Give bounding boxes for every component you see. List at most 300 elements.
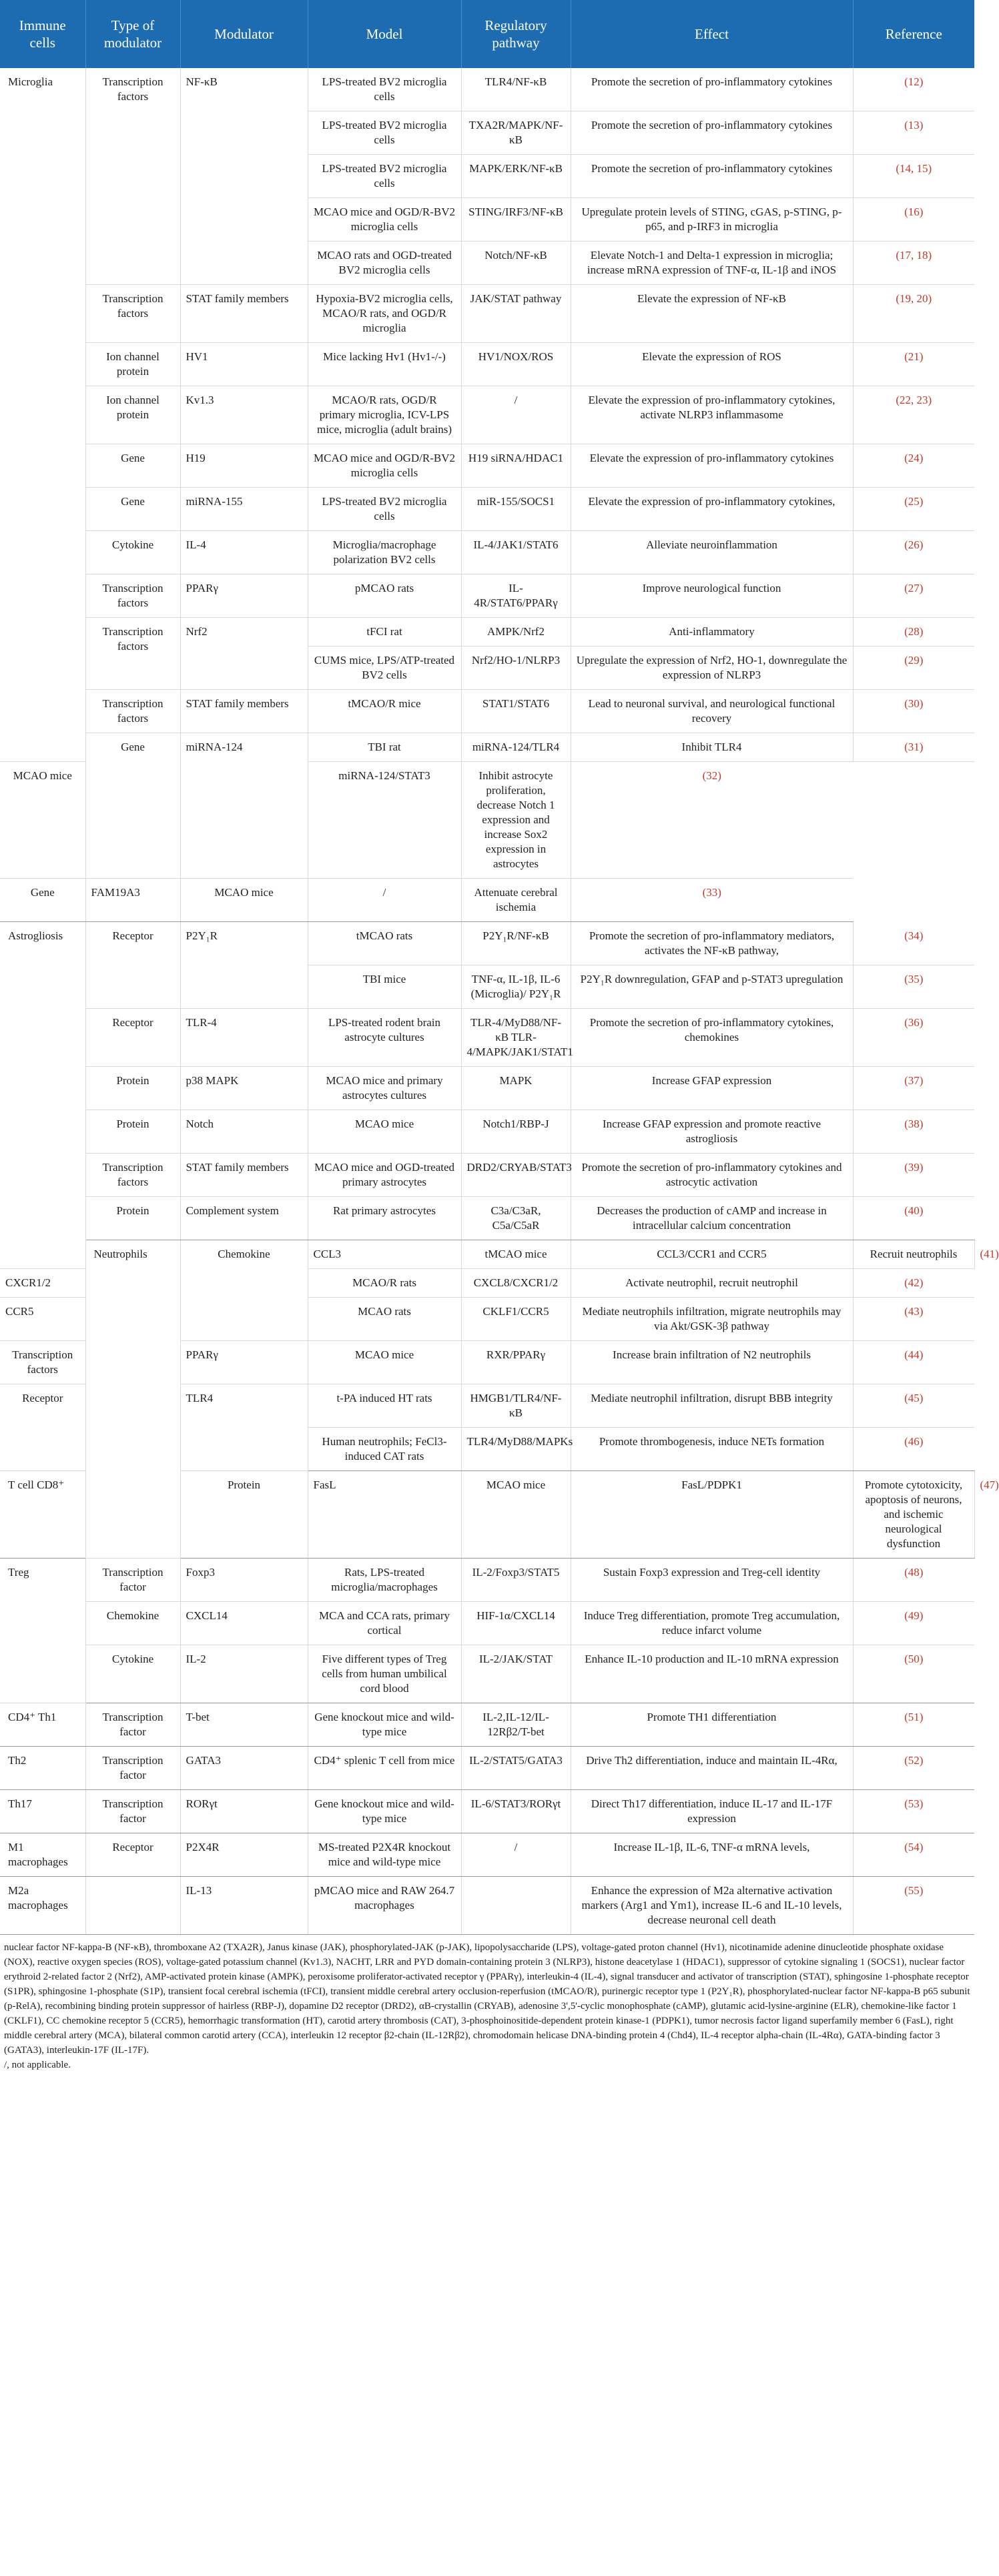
reference-link[interactable]: (53) bbox=[904, 1797, 924, 1810]
cell-regulatory-pathway bbox=[461, 733, 571, 762]
cell-regulatory-pathway bbox=[461, 1645, 571, 1703]
reference-link[interactable]: (46) bbox=[904, 1435, 924, 1448]
cell-effect bbox=[571, 1602, 853, 1645]
cell-modulator bbox=[180, 1645, 308, 1703]
cell-text: HIF-1α/CXCL14 bbox=[476, 1609, 555, 1622]
cell-text: Upregulate the expression of Nrf2, HO-1, downregulate the expression of NLRP3 bbox=[576, 654, 848, 681]
cell-reference bbox=[853, 68, 974, 111]
cell-text: HV1 bbox=[186, 350, 208, 363]
cell-immune-cells bbox=[0, 1790, 85, 1833]
cell-effect bbox=[571, 155, 853, 198]
cell-modulator bbox=[180, 1341, 308, 1384]
cell-model bbox=[308, 1703, 461, 1747]
cell-immune-cells bbox=[0, 922, 85, 1269]
table-body bbox=[0, 68, 999, 1935]
cell-text: miRNA-124/STAT3 bbox=[338, 769, 430, 782]
cell-effect bbox=[571, 1877, 853, 1935]
cell-modulator bbox=[180, 1197, 308, 1240]
cell-regulatory-pathway bbox=[461, 1384, 571, 1428]
cell-text: TNF-α, IL-1β, IL-6 (Microglia)/ P2Y₁R bbox=[470, 973, 561, 1000]
cell-immune-cells bbox=[85, 1240, 180, 1559]
cell-text: RXR/PPARγ bbox=[486, 1348, 546, 1361]
cell-reference bbox=[853, 1009, 974, 1067]
cell-modulator-type bbox=[85, 1645, 180, 1703]
cell-modulator bbox=[180, 1009, 308, 1067]
cell-text: NF-κB bbox=[186, 75, 218, 88]
cell-text: MCAO/R rats bbox=[352, 1276, 416, 1289]
cell-text: MAPK bbox=[499, 1074, 533, 1087]
cell-reference bbox=[853, 386, 974, 444]
table-row bbox=[0, 690, 974, 733]
cell-text: Treg bbox=[8, 1566, 29, 1579]
reference-link[interactable]: (34) bbox=[904, 929, 924, 942]
cell-text: PPARγ bbox=[186, 1348, 218, 1361]
cell-regulatory-pathway bbox=[461, 111, 571, 155]
cell-modulator-type bbox=[0, 1384, 85, 1471]
cell-modulator bbox=[85, 879, 180, 922]
table-row bbox=[0, 488, 974, 531]
cell-text: Promote the secretion of pro-inflammatory cytokines bbox=[591, 162, 833, 175]
cell-regulatory-pathway bbox=[461, 690, 571, 733]
cell-text: Upregulate protein levels of STING, cGAS, p-STING, p-p65, and p-IRF3 in microglia bbox=[581, 205, 842, 233]
table-row bbox=[0, 386, 974, 444]
cell-modulator-type bbox=[0, 879, 85, 922]
table-row bbox=[0, 1559, 974, 1602]
reference-link[interactable]: (19, 20) bbox=[896, 292, 932, 305]
cell-text: Mediate neutrophil infiltration, disrupt BBB integrity bbox=[591, 1392, 833, 1404]
cell-model bbox=[308, 618, 461, 647]
cell-model bbox=[308, 242, 461, 285]
reference-link[interactable]: (35) bbox=[904, 973, 924, 985]
cell-text: Gene bbox=[121, 495, 145, 508]
reference-link[interactable]: (50) bbox=[904, 1653, 924, 1665]
cell-reference bbox=[853, 690, 974, 733]
reference-link[interactable]: (49) bbox=[904, 1609, 924, 1622]
cell-text: Promote the secretion of pro-inflammatory cytokines bbox=[591, 75, 833, 88]
cell-model bbox=[461, 1240, 571, 1269]
cell-model bbox=[308, 1269, 461, 1298]
cell-text: Activate neutrophil, recruit neutrophil bbox=[625, 1276, 798, 1289]
cell-text: Gene knockout mice and wild-type mice bbox=[314, 1797, 454, 1825]
cell-reference bbox=[853, 647, 974, 690]
reference-link[interactable]: (38) bbox=[904, 1118, 924, 1130]
cell-regulatory-pathway bbox=[461, 1298, 571, 1341]
reference-link[interactable]: (22, 23) bbox=[896, 394, 932, 406]
cell-effect bbox=[571, 386, 853, 444]
cell-text: Mediate neutrophils infiltration, migrate neutrophils may via Akt/GSK-3β pathway bbox=[582, 1305, 842, 1332]
cell-modulator-type bbox=[85, 574, 180, 618]
reference-link[interactable]: (40) bbox=[904, 1204, 924, 1217]
cell-text: IL-4 bbox=[186, 538, 206, 551]
cell-text: M1 macrophages bbox=[8, 1841, 68, 1868]
cell-model bbox=[308, 1341, 461, 1384]
cell-model bbox=[308, 285, 461, 343]
cell-text: LPS-treated BV2 microglia cells bbox=[322, 119, 447, 146]
reference-link[interactable]: (16) bbox=[904, 205, 924, 218]
cell-text: MCAO mice bbox=[354, 1348, 414, 1361]
cell-modulator-type bbox=[85, 1703, 180, 1747]
cell-effect bbox=[853, 1471, 974, 1559]
cell-reference bbox=[853, 1154, 974, 1197]
cell-effect bbox=[571, 647, 853, 690]
cell-model bbox=[461, 1471, 571, 1559]
cell-model bbox=[308, 68, 461, 111]
cell-modulator-type bbox=[0, 1341, 85, 1384]
reference-link[interactable]: (26) bbox=[904, 538, 924, 551]
table-row bbox=[0, 68, 974, 111]
cell-modulator bbox=[180, 1110, 308, 1154]
cell-text: IL-2/Foxp3/STAT5 bbox=[472, 1566, 560, 1579]
cell-modulator bbox=[180, 1067, 308, 1110]
cell-text: Lead to neuronal survival, and neurological functional recovery bbox=[588, 697, 836, 725]
cell-effect bbox=[571, 690, 853, 733]
cell-effect bbox=[571, 1110, 853, 1154]
cell-regulatory-pathway bbox=[461, 444, 571, 488]
cell-reference bbox=[853, 618, 974, 647]
cell-model bbox=[308, 574, 461, 618]
cell-immune-cells bbox=[0, 1747, 85, 1790]
cell-effect bbox=[571, 1428, 853, 1471]
table-row bbox=[0, 1790, 974, 1833]
cell-effect bbox=[571, 1384, 853, 1428]
cell-text: Enhance IL-10 production and IL-10 mRNA expression bbox=[585, 1653, 839, 1665]
cell-text: Increase brain infiltration of N2 neutrophils bbox=[613, 1348, 811, 1361]
cell-text: Human neutrophils; FeCl3-induced CAT rats bbox=[322, 1435, 447, 1462]
cell-text: P2Y₁R bbox=[186, 929, 218, 942]
cell-text: miR-155/SOCS1 bbox=[476, 495, 555, 508]
column-header-modulator: Modulator bbox=[180, 0, 308, 68]
reference-link[interactable]: (33) bbox=[702, 886, 721, 899]
cell-modulator bbox=[0, 1298, 85, 1341]
cell-effect bbox=[571, 922, 853, 965]
reference-link[interactable]: (52) bbox=[904, 1754, 924, 1767]
abbreviations-footnote: nuclear factor NF-kappa-B (NF-κB), thromboxane A2 (TXA2R), Janus kinase (JAK), phosphorylated-JAK (p-JAK), lipopolysaccharide (LPS), voltage-gated proton channel (Hv1), nicotinamide adenine dinucleotide phosphate oxidase (NOX), reactive oxygen species (ROS), voltage-gated potassium channel (Kv1.3), NACHT, LRR and PYD domain-containing protein 3 (NLRP3), histone deacetylase 1 (HDAC1), suppressor of cytokine signaling 1 (SOCS1), nuclear factor erythroid 2-related factor 2 (Nrf2), AMP-activated protein kinase (AMPK), peroxisome proliferator-activated receptor γ (PPARγ), interleukin-4 (IL-4), signal transducer and activator of transcription (STAT), sphingosine 1-phosphate receptor (S1PR), sphingosine 1-phosphate (S1P), transient focal cerebral ischemia (tFCI), transient middle cerebral artery occlusion-reperfusion (tMCAO/R), purinergic receptor type 1 (P2Y₁R), phosphorylated-nuclear factor NF-kappa-B p65 subunit (p-RelA), recombining binding protein suppressor of hairless (RBP-J), dopamine D2 receptor (DRD2), αB-crystallin (CRYAB), adenosine 3',5'-cyclic monophosphate (cAMP), glutamic acid-lysine-arginine (ELR), chemokine-like factor 1 (CKLF1), CC chemokine receptor 5 (CCR5), hemorrhagic transformation (HT), carotid artery thrombosis (CAT), 3-phosphoinositide-dependent protein kinase-1 (PDPK1), tumor necrosis factor ligand superfamily member 6 (FasL), right middle cerebral artery (MCA), bilateral common carotid artery (CCA), interleukin 12 receptor β2-chain (IL-12Rβ2), chromodomain helicase DNA-binding protein 4 (Chd4), IL-4 receptor alpha-chain (IL-4Rα), GATA-binding factor 3 (GATA3), interleukin-17F (IL-17F). bbox=[4, 1942, 970, 2056]
cell-model bbox=[308, 1428, 461, 1471]
cell-text: Protein bbox=[116, 1118, 149, 1130]
column-header-immune-cells: Immune cells bbox=[0, 0, 85, 68]
cell-text: FasL/PDPK1 bbox=[681, 1478, 742, 1491]
cell-modulator-type bbox=[85, 1110, 180, 1154]
cell-text: Sustain Foxp3 expression and Treg-cell identity bbox=[603, 1566, 821, 1579]
cell-text: GATA3 bbox=[186, 1754, 221, 1767]
reference-link[interactable]: (31) bbox=[904, 741, 924, 753]
cell-modulator-type bbox=[85, 922, 180, 1009]
cell-reference bbox=[853, 1645, 974, 1703]
cell-modulator-type bbox=[85, 386, 180, 444]
cell-text: miRNA-124 bbox=[186, 741, 243, 753]
cell-model bbox=[180, 879, 308, 922]
table-row bbox=[0, 733, 974, 762]
table-row bbox=[0, 343, 974, 386]
reference-link[interactable]: (55) bbox=[904, 1884, 924, 1897]
cell-model bbox=[308, 690, 461, 733]
cell-regulatory-pathway bbox=[461, 574, 571, 618]
cell-text: M2a macrophages bbox=[8, 1884, 68, 1911]
cell-modulator bbox=[180, 488, 308, 531]
cell-text: Inhibit TLR4 bbox=[681, 741, 742, 753]
cell-text: CCR5 bbox=[5, 1305, 34, 1318]
cell-reference bbox=[853, 733, 974, 762]
cell-text: Inhibit astrocyte proliferation, decrease Notch 1 expression and increase Sox2 expression in astrocytes bbox=[476, 769, 555, 870]
cell-text: MCA and CCA rats, primary cortical bbox=[319, 1609, 450, 1637]
cell-modulator-type bbox=[85, 444, 180, 488]
reference-link[interactable]: (48) bbox=[904, 1566, 924, 1579]
cell-reference bbox=[853, 922, 974, 965]
cell-text: miRNA-124/TLR4 bbox=[472, 741, 560, 753]
cell-regulatory-pathway bbox=[461, 1833, 571, 1877]
reference-link[interactable]: (41) bbox=[980, 1247, 999, 1260]
cell-text: STING/IRF3/NF-κB bbox=[468, 205, 563, 218]
cell-text: Promote the secretion of pro-inflammatory cytokines and astrocytic activation bbox=[581, 1161, 842, 1188]
cell-modulator-type bbox=[85, 1602, 180, 1645]
reference-link[interactable]: (43) bbox=[904, 1305, 924, 1318]
cell-text: Gene knockout mice and wild-type mice bbox=[314, 1711, 454, 1738]
cell-reference bbox=[853, 1790, 974, 1833]
table-row bbox=[0, 1197, 974, 1240]
cell-text: IL-2,IL-12/IL-12Rβ2/T-bet bbox=[482, 1711, 549, 1738]
cell-effect bbox=[571, 618, 853, 647]
cell-effect bbox=[571, 965, 853, 1009]
cell-effect bbox=[571, 1154, 853, 1197]
cell-regulatory-pathway bbox=[461, 343, 571, 386]
cell-text: Promote cytotoxicity, apoptosis of neurons, and ischemic neurological dysfunction bbox=[864, 1478, 963, 1550]
reference-link[interactable]: (14, 15) bbox=[896, 162, 932, 175]
cell-reference bbox=[853, 1559, 974, 1602]
cell-model bbox=[308, 647, 461, 690]
reference-link[interactable]: (13) bbox=[904, 119, 924, 131]
reference-link[interactable]: (45) bbox=[904, 1392, 924, 1404]
reference-link[interactable]: (32) bbox=[702, 769, 721, 782]
table-row bbox=[0, 1703, 974, 1747]
table-row bbox=[0, 285, 974, 343]
reference-link[interactable]: (37) bbox=[904, 1074, 924, 1087]
reference-link[interactable]: (25) bbox=[904, 495, 924, 508]
cell-text: Notch/NF-κB bbox=[484, 249, 547, 262]
cell-effect bbox=[571, 343, 853, 386]
cell-text: MCAO/R rats, OGD/R primary microglia, ICV-LPS mice, microglia (adult brains) bbox=[316, 394, 452, 436]
cell-model bbox=[308, 488, 461, 531]
cell-regulatory-pathway bbox=[461, 242, 571, 285]
column-header-modulator-type: Type of modulator bbox=[85, 0, 180, 68]
cell-text: CXCR1/2 bbox=[5, 1276, 51, 1289]
cell-effect bbox=[571, 531, 853, 574]
cell-regulatory-pathway bbox=[461, 1269, 571, 1298]
cell-text: Transcription factor bbox=[102, 1566, 163, 1593]
reference-link[interactable]: (36) bbox=[904, 1016, 924, 1029]
cell-text: Increase GFAP expression and promote reactive astrogliosis bbox=[602, 1118, 821, 1145]
cell-text: Ion channel protein bbox=[106, 350, 159, 378]
reference-link[interactable]: (17, 18) bbox=[896, 249, 932, 262]
cell-modulator bbox=[308, 1240, 461, 1269]
cell-text: LPS-treated BV2 microglia cells bbox=[322, 162, 447, 189]
cell-effect bbox=[571, 1341, 853, 1384]
table-row bbox=[0, 531, 974, 574]
cell-text: miRNA-155 bbox=[186, 495, 243, 508]
cell-model bbox=[308, 343, 461, 386]
cell-modulator bbox=[180, 922, 308, 1009]
cell-text: Th2 bbox=[8, 1754, 27, 1767]
reference-link[interactable]: (12) bbox=[904, 75, 924, 88]
cell-text: MCAO mice and OGD/R-BV2 microglia cells bbox=[313, 452, 455, 479]
cell-model bbox=[308, 1154, 461, 1197]
cell-text: P2X4R bbox=[186, 1841, 220, 1853]
cell-effect bbox=[571, 198, 853, 242]
cell-text: Recruit neutrophils bbox=[870, 1248, 958, 1260]
cell-text: CD4⁺ splenic T cell from mice bbox=[314, 1754, 455, 1767]
cell-modulator bbox=[180, 733, 308, 879]
cell-text: Foxp3 bbox=[186, 1566, 215, 1579]
cell-reference bbox=[853, 574, 974, 618]
cell-regulatory-pathway bbox=[461, 922, 571, 965]
cell-regulatory-pathway bbox=[461, 1602, 571, 1645]
cell-effect bbox=[571, 111, 853, 155]
cell-model bbox=[308, 1747, 461, 1790]
reference-link[interactable]: (30) bbox=[904, 697, 924, 710]
cell-model bbox=[308, 1559, 461, 1602]
cell-model bbox=[308, 922, 461, 965]
cell-regulatory-pathway bbox=[461, 1197, 571, 1240]
cell-text: Microglia/macrophage polarization BV2 cells bbox=[332, 538, 436, 566]
cell-text: Nrf2/HO-1/NLRP3 bbox=[471, 654, 561, 667]
table-row bbox=[0, 1067, 974, 1110]
cell-modulator bbox=[180, 444, 308, 488]
cell-reference bbox=[853, 1703, 974, 1747]
cell-regulatory-pathway bbox=[461, 1154, 571, 1197]
cell-regulatory-pathway bbox=[461, 1559, 571, 1602]
reference-link[interactable]: (29) bbox=[904, 654, 924, 667]
cell-text: Transcription factors bbox=[102, 582, 163, 609]
cell-effect bbox=[571, 1833, 853, 1877]
cell-modulator-type bbox=[85, 618, 180, 690]
cell-modulator bbox=[180, 1790, 308, 1833]
cell-text: MS-treated P2X4R knockout mice and wild-type mice bbox=[318, 1841, 451, 1868]
reference-link[interactable]: (39) bbox=[904, 1161, 924, 1174]
cell-text: Elevate the expression of pro-inflammatory cytokines, bbox=[588, 495, 836, 508]
cell-text: / bbox=[514, 394, 518, 406]
cell-modulator bbox=[180, 574, 308, 618]
reference-link[interactable]: (51) bbox=[904, 1711, 924, 1723]
cell-text: STAT family members bbox=[186, 1161, 289, 1174]
cell-immune-cells bbox=[0, 1833, 85, 1877]
cell-reference bbox=[853, 1602, 974, 1645]
cell-model bbox=[308, 733, 461, 762]
cell-text: LPS-treated BV2 microglia cells bbox=[322, 75, 447, 103]
cell-regulatory-pathway bbox=[461, 488, 571, 531]
cell-text: TBI rat bbox=[368, 741, 401, 753]
cell-modulator bbox=[180, 531, 308, 574]
column-header-regulatory-pathway: Regulatory pathway bbox=[461, 0, 571, 68]
cell-text: H19 siRNA/HDAC1 bbox=[468, 452, 564, 464]
cell-text: tFCI rat bbox=[366, 625, 402, 638]
reference-link[interactable]: (42) bbox=[904, 1276, 924, 1289]
cell-effect bbox=[571, 68, 853, 111]
table-row bbox=[0, 444, 974, 488]
cell-model bbox=[308, 1790, 461, 1833]
cell-text: Transcription factor bbox=[102, 1754, 163, 1781]
cell-text: Gene bbox=[121, 452, 145, 464]
cell-modulator-type bbox=[85, 690, 180, 733]
cell-text: IL-6/STAT3/RORγt bbox=[470, 1797, 561, 1810]
cell-model bbox=[308, 1833, 461, 1877]
cell-text: STAT1/STAT6 bbox=[482, 697, 550, 710]
cell-text: Astrogliosis bbox=[8, 929, 63, 942]
cell-model bbox=[308, 198, 461, 242]
cell-text: Cytokine bbox=[111, 1653, 154, 1665]
cell-text: Attenuate cerebral ischemia bbox=[474, 886, 558, 913]
cell-text: Receptor bbox=[112, 929, 153, 942]
reference-link[interactable]: (28) bbox=[904, 625, 924, 638]
cell-modulator-type bbox=[85, 1009, 180, 1067]
reference-link[interactable]: (27) bbox=[904, 582, 924, 594]
cell-effect bbox=[571, 285, 853, 343]
cell-modulator-type bbox=[180, 1471, 308, 1559]
cell-model bbox=[308, 965, 461, 1009]
cell-reference bbox=[853, 111, 974, 155]
cell-model bbox=[308, 1067, 461, 1110]
cell-regulatory-pathway bbox=[461, 1703, 571, 1747]
cell-modulator bbox=[180, 285, 308, 343]
cell-model bbox=[308, 1645, 461, 1703]
cell-text: LPS-treated rodent brain astrocyte cultures bbox=[328, 1016, 441, 1043]
cell-text: Transcription factors bbox=[102, 697, 163, 725]
cell-modulator-type bbox=[85, 343, 180, 386]
table-row bbox=[0, 1110, 974, 1154]
cell-effect bbox=[571, 1645, 853, 1703]
cell-modulator bbox=[308, 1471, 461, 1559]
cell-text: Kv1.3 bbox=[186, 394, 214, 406]
cell-text: MCAO mice and OGD/R-BV2 microglia cells bbox=[313, 205, 455, 233]
cell-modulator bbox=[180, 386, 308, 444]
reference-link[interactable]: (47) bbox=[980, 1478, 999, 1491]
reference-link[interactable]: (24) bbox=[904, 452, 924, 464]
cell-text: Transcription factors bbox=[102, 625, 163, 653]
cell-text: JAK/STAT pathway bbox=[470, 292, 562, 305]
cell-text: tMCAO mice bbox=[484, 1248, 547, 1260]
cell-text: Drive Th2 differentiation, induce and maintain IL-4Rα, bbox=[586, 1754, 838, 1767]
cell-text: Increase GFAP expression bbox=[651, 1074, 772, 1087]
cell-text: Elevate Notch-1 and Delta-1 expression in microglia; increase mRNA expression of TNF-α, IL-1β and iNOS bbox=[587, 249, 837, 276]
cell-immune-cells bbox=[0, 68, 85, 762]
cell-reference bbox=[853, 531, 974, 574]
cell-effect bbox=[571, 488, 853, 531]
cell-reference bbox=[853, 1110, 974, 1154]
cell-text: Cytokine bbox=[111, 538, 154, 551]
table-row bbox=[0, 1602, 974, 1645]
cell-text: Microglia bbox=[8, 75, 53, 88]
cell-text: P2Y₁R downregulation, GFAP and p-STAT3 upregulation bbox=[580, 973, 844, 985]
cell-text: PPARγ bbox=[186, 582, 218, 594]
cell-text: TLR4/NF-κB bbox=[484, 75, 547, 88]
cell-text: Transcription factor bbox=[102, 1711, 163, 1738]
cell-model bbox=[308, 1298, 461, 1341]
cell-modulator bbox=[180, 1559, 308, 1602]
cell-regulatory-pathway bbox=[461, 155, 571, 198]
reference-link[interactable]: (21) bbox=[904, 350, 924, 363]
cell-immune-cells bbox=[0, 1471, 85, 1559]
cell-text: Mice lacking Hv1 (Hv1-/-) bbox=[323, 350, 446, 363]
cell-text: P2Y₁R/NF-κB bbox=[482, 929, 549, 942]
cell-text: TLR4/MyD88/MAPKs bbox=[466, 1435, 573, 1448]
cell-text: CCL3/CCR1 and CCR5 bbox=[657, 1248, 767, 1260]
header-row bbox=[0, 0, 974, 68]
cell-reference bbox=[853, 1269, 974, 1298]
reference-link[interactable]: (54) bbox=[904, 1841, 924, 1853]
reference-link[interactable]: (44) bbox=[904, 1348, 924, 1361]
table-row bbox=[0, 1747, 974, 1790]
cell-modulator bbox=[180, 1703, 308, 1747]
cell-text: Complement system bbox=[186, 1204, 279, 1217]
cell-modulator-type bbox=[85, 1833, 180, 1877]
